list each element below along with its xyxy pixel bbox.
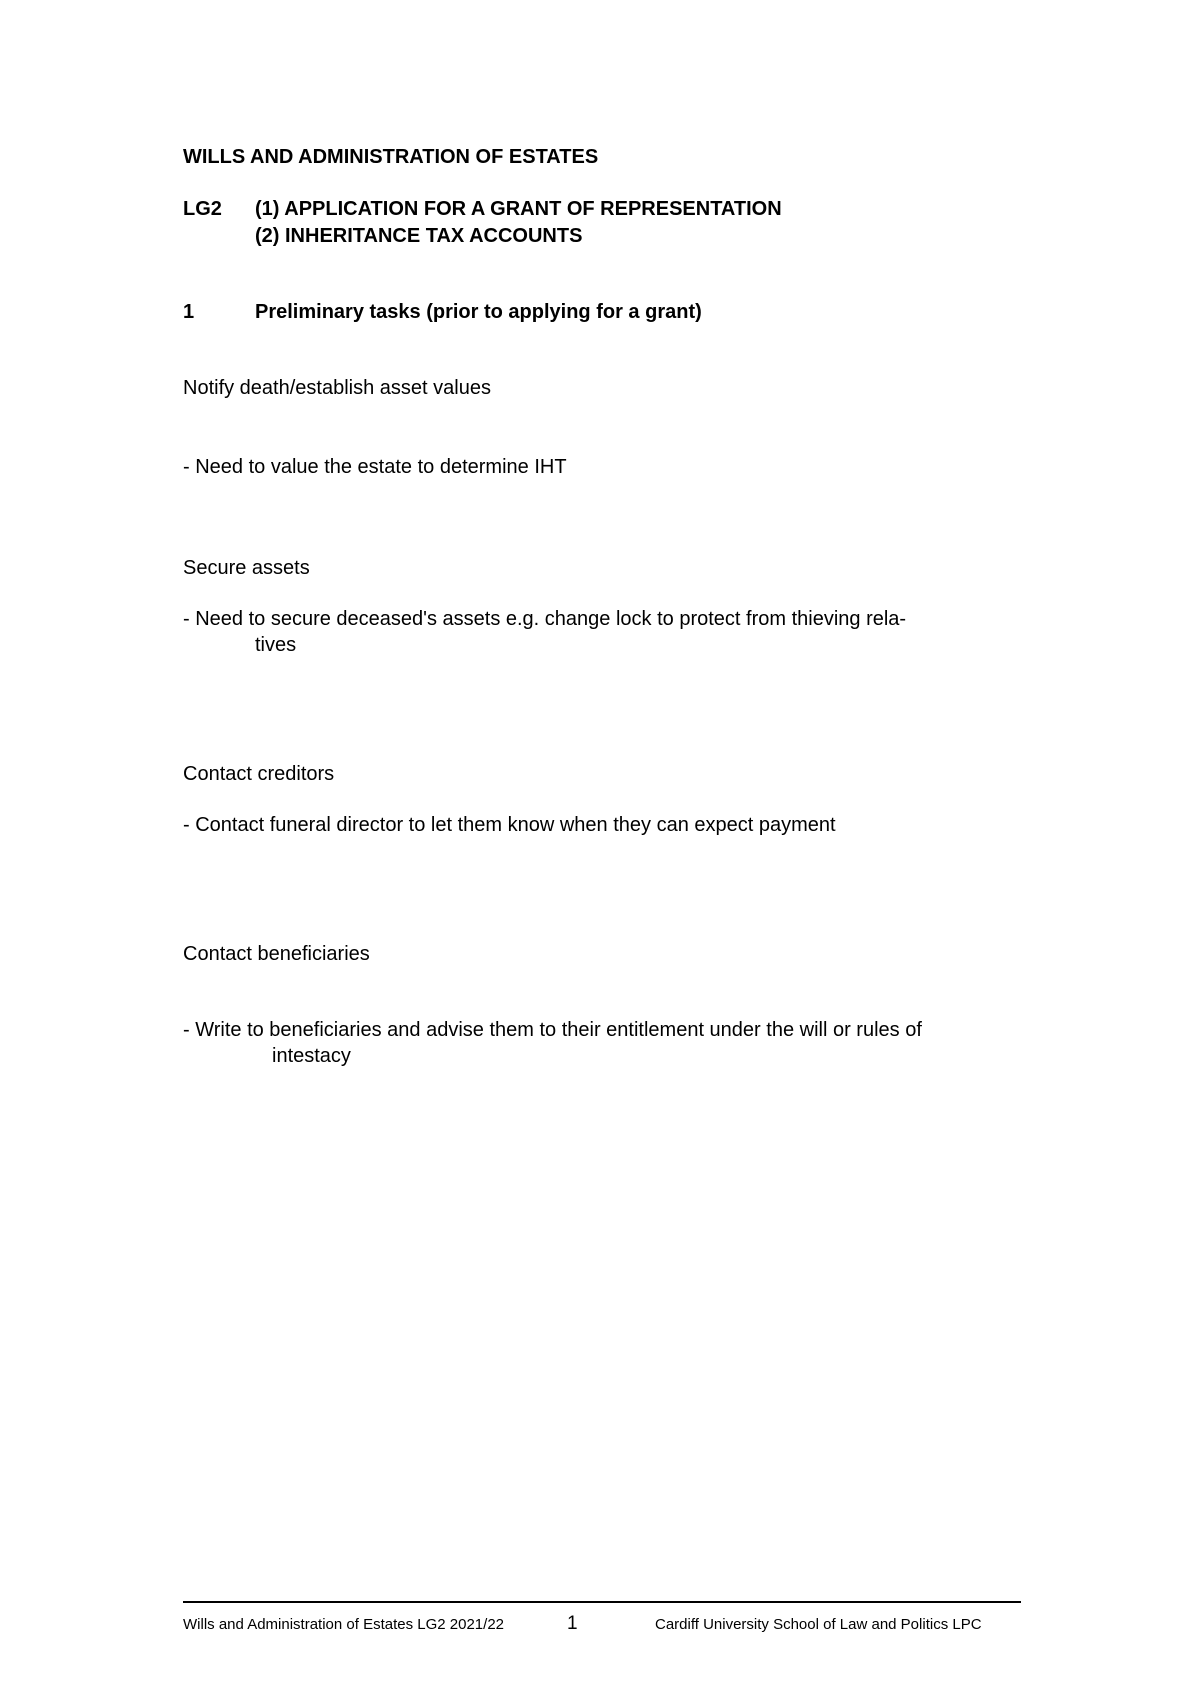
document-title: WILLS AND ADMINISTRATION OF ESTATES <box>183 146 599 168</box>
item-heading-notify-death: Notify death/establish asset values <box>183 377 491 399</box>
lg-title-line-1: (1) APPLICATION FOR A GRANT OF REPRESENTATION <box>255 198 782 220</box>
section-number: 1 <box>183 301 195 323</box>
item-heading-contact-creditors: Contact creditors <box>183 763 335 785</box>
item-bullet-contact-creditors: - Contact funeral director to let them know when they can expect payment <box>183 814 836 836</box>
lg-code: LG2 <box>183 198 222 220</box>
item-bullet-notify-death: - Need to value the estate to determine IHT <box>183 456 567 478</box>
lg-title-line-2: (2) INHERITANCE TAX ACCOUNTS <box>255 225 583 247</box>
footer-left-text: Wills and Administration of Estates LG2 2021/22 <box>183 1616 505 1633</box>
item-bullet-contact-beneficiaries: - Write to beneficiaries and advise them to their entitlement under the will or rules of <box>183 1019 922 1041</box>
item-bullet-secure-assets: - Need to secure deceased's assets e.g. change lock to protect from thieving rela- <box>183 608 907 630</box>
footer-rule <box>183 1601 1021 1603</box>
item-bullet-continuation-secure-assets: tives <box>255 634 297 656</box>
item-bullet-continuation-contact-beneficiaries: intestacy <box>272 1045 351 1067</box>
section-title: Preliminary tasks (prior to applying for a grant) <box>255 301 702 323</box>
footer-page-number: 1 <box>567 1613 578 1634</box>
item-heading-contact-beneficiaries: Contact beneficiaries <box>183 943 370 965</box>
footer-right-text: Cardiff University School of Law and Politics LPC <box>655 1616 982 1633</box>
item-heading-secure-assets: Secure assets <box>183 557 310 579</box>
